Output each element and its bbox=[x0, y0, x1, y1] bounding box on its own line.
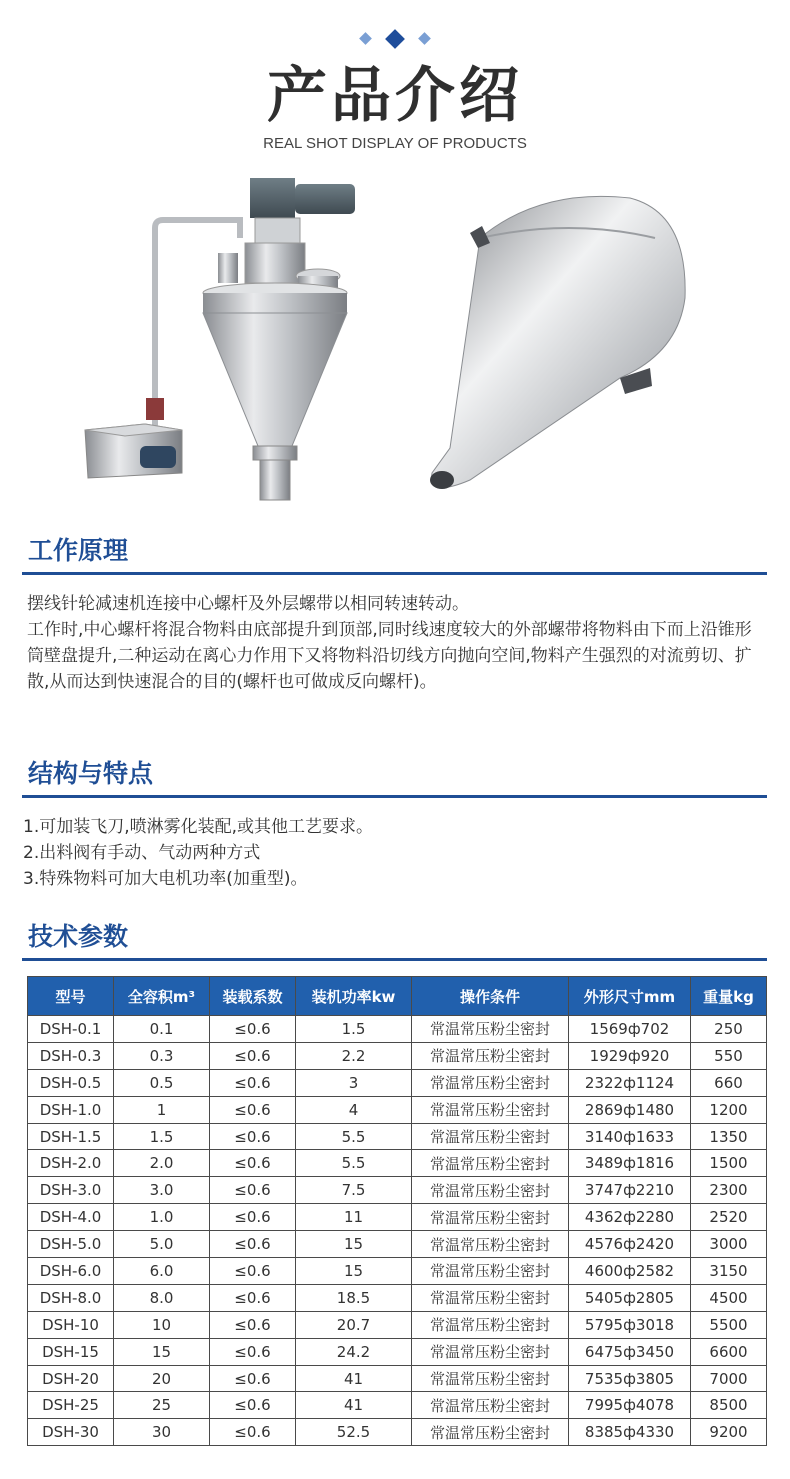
cell-condition: 常温常压粉尘密封 bbox=[412, 1284, 569, 1311]
cell-dimensions: 4600ф2582 bbox=[569, 1258, 691, 1285]
table-row bbox=[28, 1016, 767, 1043]
cell-condition: 常温常压粉尘密封 bbox=[412, 1338, 569, 1365]
cell-load-factor: ≤0.6 bbox=[210, 1069, 296, 1096]
cell-weight: 4500 bbox=[691, 1284, 767, 1311]
cell-volume: 1 bbox=[114, 1096, 210, 1123]
cell-volume: 1.0 bbox=[114, 1204, 210, 1231]
cell-model: DSH-4.0 bbox=[28, 1204, 114, 1231]
cell-weight: 2520 bbox=[691, 1204, 767, 1231]
cell-dimensions: 3747ф2210 bbox=[569, 1177, 691, 1204]
cell-model: DSH-1.0 bbox=[28, 1096, 114, 1123]
cell-load-factor: ≤0.6 bbox=[210, 1042, 296, 1069]
table-row bbox=[28, 1284, 767, 1311]
cell-model: DSH-3.0 bbox=[28, 1177, 114, 1204]
cell-dimensions: 4576ф2420 bbox=[569, 1231, 691, 1258]
principle-paragraph: 摆线针轮减速机连接中心螺杆及外层螺带以相同转速转动。 bbox=[27, 594, 469, 614]
cell-weight: 8500 bbox=[691, 1392, 767, 1419]
cell-power: 24.2 bbox=[296, 1338, 412, 1365]
cell-weight: 660 bbox=[691, 1069, 767, 1096]
cell-model: DSH-0.3 bbox=[28, 1042, 114, 1069]
diamond-icon bbox=[359, 32, 372, 45]
cell-condition: 常温常压粉尘密封 bbox=[412, 1177, 569, 1204]
header-weight: 重量kg bbox=[691, 977, 767, 1016]
cell-condition: 常温常压粉尘密封 bbox=[412, 1150, 569, 1177]
cell-condition: 常温常压粉尘密封 bbox=[412, 1231, 569, 1258]
cell-power: 3 bbox=[296, 1069, 412, 1096]
cell-condition: 常温常压粉尘密封 bbox=[412, 1096, 569, 1123]
cell-condition: 常温常压粉尘密封 bbox=[412, 1123, 569, 1150]
cell-power: 20.7 bbox=[296, 1311, 412, 1338]
table-row bbox=[28, 1123, 767, 1150]
header-dimensions: 外形尺寸mm bbox=[569, 977, 691, 1016]
header-load-factor: 装载系数 bbox=[210, 977, 296, 1016]
cell-volume: 20 bbox=[114, 1365, 210, 1392]
principle-paragraph: 工作时,中心螺杆将混合物料由底部提升到顶部,同时线速度较大的外部螺带将物料由下而上沿锥形筒壁盘提升,二种运动在离心力作用下又将物料沿切线方向抛向空间,物料产生强烈的对流剪切、扩散,从而达到快速混合的目的(螺杆也可做成反向螺杆)。 bbox=[27, 620, 752, 692]
cell-volume: 2.0 bbox=[114, 1150, 210, 1177]
page-title: 产品介绍 bbox=[267, 61, 523, 131]
table-row bbox=[28, 1069, 767, 1096]
cell-dimensions: 2322ф1124 bbox=[569, 1069, 691, 1096]
cell-power: 15 bbox=[296, 1231, 412, 1258]
cell-model: DSH-0.1 bbox=[28, 1016, 114, 1043]
cell-weight: 3000 bbox=[691, 1231, 767, 1258]
cell-power: 5.5 bbox=[296, 1123, 412, 1150]
cell-power: 7.5 bbox=[296, 1177, 412, 1204]
cell-weight: 3150 bbox=[691, 1258, 767, 1285]
cell-load-factor: ≤0.6 bbox=[210, 1016, 296, 1043]
diamond-icon bbox=[385, 29, 405, 49]
cell-weight: 7000 bbox=[691, 1365, 767, 1392]
cell-volume: 5.0 bbox=[114, 1231, 210, 1258]
cell-model: DSH-15 bbox=[28, 1338, 114, 1365]
cell-condition: 常温常压粉尘密封 bbox=[412, 1016, 569, 1043]
header-ornament bbox=[0, 28, 790, 47]
cell-dimensions: 1569ф702 bbox=[569, 1016, 691, 1043]
spec-table bbox=[27, 976, 767, 1446]
cell-volume: 0.5 bbox=[114, 1069, 210, 1096]
section-divider bbox=[22, 795, 767, 798]
cell-condition: 常温常压粉尘密封 bbox=[412, 1365, 569, 1392]
cell-condition: 常温常压粉尘密封 bbox=[412, 1258, 569, 1285]
cell-dimensions: 1929ф920 bbox=[569, 1042, 691, 1069]
cell-condition: 常温常压粉尘密封 bbox=[412, 1204, 569, 1231]
diamond-icon bbox=[418, 32, 431, 45]
cell-power: 15 bbox=[296, 1258, 412, 1285]
cell-load-factor: ≤0.6 bbox=[210, 1177, 296, 1204]
cell-weight: 5500 bbox=[691, 1311, 767, 1338]
cell-weight: 2300 bbox=[691, 1177, 767, 1204]
cell-power: 4 bbox=[296, 1096, 412, 1123]
table-row bbox=[28, 1204, 767, 1231]
cell-condition: 常温常压粉尘密封 bbox=[412, 1419, 569, 1446]
section-divider bbox=[22, 958, 767, 961]
header-volume: 全容积m³ bbox=[114, 977, 210, 1016]
spec-table-body bbox=[28, 1016, 767, 1446]
cell-model: DSH-2.0 bbox=[28, 1150, 114, 1177]
cell-condition: 常温常压粉尘密封 bbox=[412, 1311, 569, 1338]
cell-condition: 常温常压粉尘密封 bbox=[412, 1069, 569, 1096]
cell-load-factor: ≤0.6 bbox=[210, 1204, 296, 1231]
cell-model: DSH-25 bbox=[28, 1392, 114, 1419]
cell-weight: 550 bbox=[691, 1042, 767, 1069]
table-row bbox=[28, 1258, 767, 1285]
cell-dimensions: 7535ф3805 bbox=[569, 1365, 691, 1392]
cell-volume: 25 bbox=[114, 1392, 210, 1419]
page-subtitle: REAL SHOT DISPLAY OF PRODUCTS bbox=[263, 135, 527, 152]
cell-load-factor: ≤0.6 bbox=[210, 1419, 296, 1446]
cell-weight: 6600 bbox=[691, 1338, 767, 1365]
cell-model: DSH-5.0 bbox=[28, 1231, 114, 1258]
cell-load-factor: ≤0.6 bbox=[210, 1284, 296, 1311]
table-row bbox=[28, 1096, 767, 1123]
cell-model: DSH-6.0 bbox=[28, 1258, 114, 1285]
section-title-features: 结构与特点 bbox=[28, 759, 154, 788]
table-header-row bbox=[28, 977, 767, 1016]
header-condition: 操作条件 bbox=[412, 977, 569, 1016]
cell-load-factor: ≤0.6 bbox=[210, 1231, 296, 1258]
cell-weight: 1200 bbox=[691, 1096, 767, 1123]
cell-dimensions: 8385ф4330 bbox=[569, 1419, 691, 1446]
header-model: 型号 bbox=[28, 977, 114, 1016]
cell-load-factor: ≤0.6 bbox=[210, 1096, 296, 1123]
cell-volume: 15 bbox=[114, 1338, 210, 1365]
cell-power: 2.2 bbox=[296, 1042, 412, 1069]
cell-model: DSH-0.5 bbox=[28, 1069, 114, 1096]
table-row bbox=[28, 1150, 767, 1177]
table-row bbox=[28, 1365, 767, 1392]
mixer-machine-photo bbox=[70, 168, 380, 508]
cell-volume: 30 bbox=[114, 1419, 210, 1446]
table-row bbox=[28, 1419, 767, 1446]
principle-text bbox=[27, 591, 762, 695]
cell-dimensions: 4362ф2280 bbox=[569, 1204, 691, 1231]
table-row bbox=[28, 1042, 767, 1069]
cell-model: DSH-10 bbox=[28, 1311, 114, 1338]
cell-dimensions: 5405ф2805 bbox=[569, 1284, 691, 1311]
features-list bbox=[23, 814, 758, 892]
cell-power: 5.5 bbox=[296, 1150, 412, 1177]
table-row bbox=[28, 1231, 767, 1258]
cell-condition: 常温常压粉尘密封 bbox=[412, 1392, 569, 1419]
cell-load-factor: ≤0.6 bbox=[210, 1258, 296, 1285]
cell-model: DSH-1.5 bbox=[28, 1123, 114, 1150]
table-row bbox=[28, 1177, 767, 1204]
cell-volume: 10 bbox=[114, 1311, 210, 1338]
section-title-specs: 技术参数 bbox=[28, 922, 129, 951]
cell-dimensions: 5795ф3018 bbox=[569, 1311, 691, 1338]
cell-load-factor: ≤0.6 bbox=[210, 1338, 296, 1365]
cell-model: DSH-30 bbox=[28, 1419, 114, 1446]
cell-power: 18.5 bbox=[296, 1284, 412, 1311]
table-row bbox=[28, 1311, 767, 1338]
cell-dimensions: 2869ф1480 bbox=[569, 1096, 691, 1123]
cell-volume: 0.1 bbox=[114, 1016, 210, 1043]
cell-weight: 1500 bbox=[691, 1150, 767, 1177]
cell-power: 41 bbox=[296, 1392, 412, 1419]
table-row bbox=[28, 1392, 767, 1419]
cell-volume: 3.0 bbox=[114, 1177, 210, 1204]
cell-dimensions: 3140ф1633 bbox=[569, 1123, 691, 1150]
cell-volume: 1.5 bbox=[114, 1123, 210, 1150]
cell-load-factor: ≤0.6 bbox=[210, 1392, 296, 1419]
table-row bbox=[28, 1338, 767, 1365]
cell-power: 1.5 bbox=[296, 1016, 412, 1043]
cell-volume: 6.0 bbox=[114, 1258, 210, 1285]
cell-power: 41 bbox=[296, 1365, 412, 1392]
feature-item: 1.可加装飞刀,喷淋雾化装配,或其他工艺要求。 bbox=[23, 817, 374, 837]
cell-load-factor: ≤0.6 bbox=[210, 1365, 296, 1392]
cell-weight: 250 bbox=[691, 1016, 767, 1043]
cell-load-factor: ≤0.6 bbox=[210, 1150, 296, 1177]
cell-volume: 0.3 bbox=[114, 1042, 210, 1069]
cell-dimensions: 6475ф3450 bbox=[569, 1338, 691, 1365]
cell-power: 52.5 bbox=[296, 1419, 412, 1446]
feature-item: 2.出料阀有手动、气动两种方式 bbox=[23, 843, 261, 863]
cell-load-factor: ≤0.6 bbox=[210, 1123, 296, 1150]
cell-model: DSH-8.0 bbox=[28, 1284, 114, 1311]
cell-load-factor: ≤0.6 bbox=[210, 1311, 296, 1338]
section-title-principle: 工作原理 bbox=[28, 536, 129, 565]
cell-model: DSH-20 bbox=[28, 1365, 114, 1392]
section-divider bbox=[22, 572, 767, 575]
cell-volume: 8.0 bbox=[114, 1284, 210, 1311]
header-power: 装机功率kw bbox=[296, 977, 412, 1016]
cell-weight: 1350 bbox=[691, 1123, 767, 1150]
cone-vessel-photo bbox=[420, 168, 700, 508]
feature-item: 3.特殊物料可加大电机功率(加重型)。 bbox=[23, 869, 308, 889]
cell-dimensions: 3489ф1816 bbox=[569, 1150, 691, 1177]
cell-power: 11 bbox=[296, 1204, 412, 1231]
cell-condition: 常温常压粉尘密封 bbox=[412, 1042, 569, 1069]
cell-dimensions: 7995ф4078 bbox=[569, 1392, 691, 1419]
cell-weight: 9200 bbox=[691, 1419, 767, 1446]
